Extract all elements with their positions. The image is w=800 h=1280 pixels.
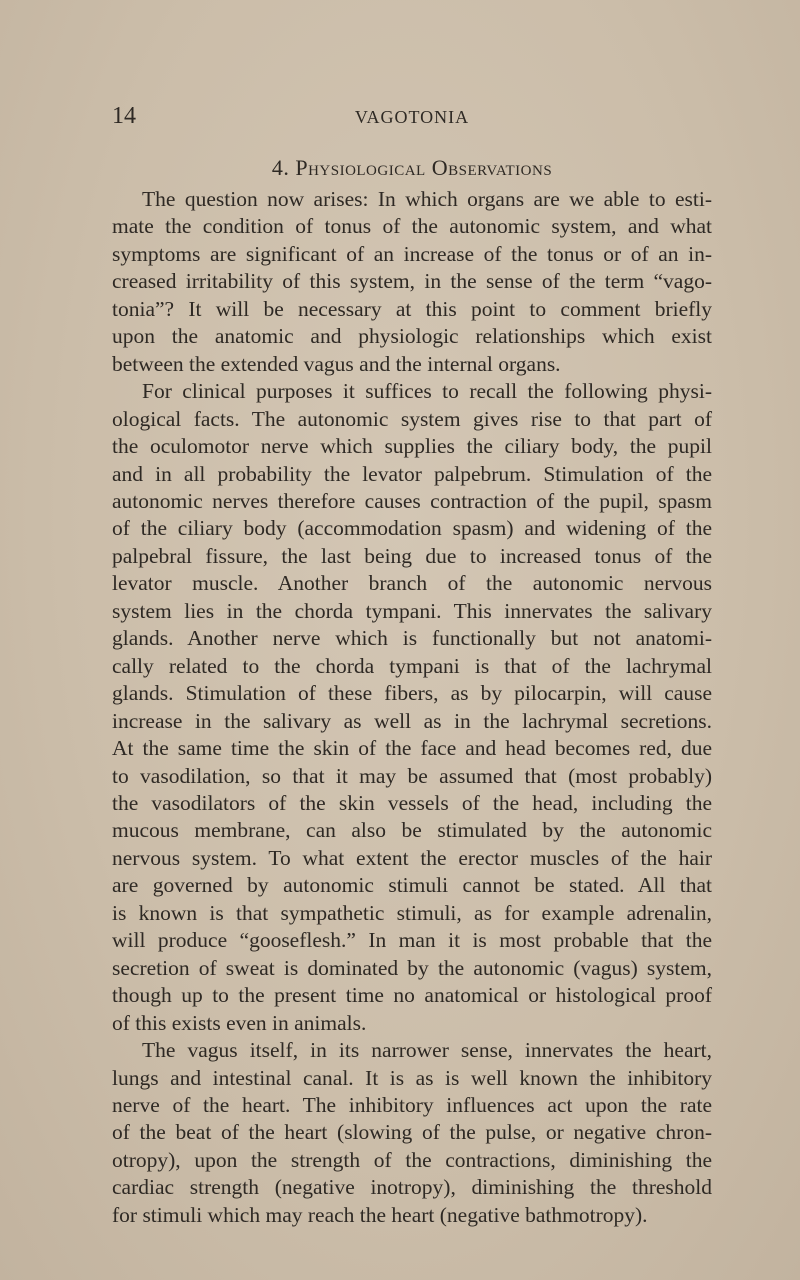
section-title: 4. Physiological Observations <box>271 155 553 180</box>
text-line: glands. Stimulation of these fibers, as by pilocarpin, will cause <box>112 681 712 706</box>
text-line: ological facts. The autonomic system gives rise to that part of <box>112 406 712 431</box>
text-line: lungs and intestinal canal. It is as is well known the inhibitory <box>112 1065 712 1090</box>
text-line: system lies in the chorda tympani. This innervates the salivary <box>112 598 712 623</box>
text-line: to vasodilation, so that it may be assumed that (most probably) <box>112 763 712 788</box>
text-line: symptoms are significant of an increase of the tonus or of an in- <box>112 241 712 266</box>
text-line: the oculomotor nerve which supplies the ciliary body, the pupil <box>112 434 712 459</box>
text-line: levator muscle. Another branch of the autonomic nervous <box>112 571 712 596</box>
paragraph <box>112 186 712 378</box>
text-line: mate the condition of tonus of the autonomic system, and what <box>112 214 712 239</box>
running-title: VAGOTONIA <box>354 107 470 127</box>
running-head <box>112 103 712 133</box>
text-line: mucous membrane, can also be stimulated by the autonomic <box>112 818 712 843</box>
text-line: otropy), upon the strength of the contractions, diminishing the <box>112 1147 712 1172</box>
text-line: nervous system. To what extent the erector muscles of the hair <box>112 845 712 870</box>
text-line: The question now arises: In which organs are we able to esti- <box>142 187 712 211</box>
text-line: nerve of the heart. The inhibitory influences act upon the rate <box>112 1092 712 1117</box>
text-line: will produce “gooseflesh.” In man it is most probable that the <box>112 928 712 953</box>
paragraph <box>112 378 712 1037</box>
text-line: are governed by autonomic stimuli cannot be stated. All that <box>112 873 712 898</box>
text-line: of this exists even in animals. <box>112 1010 367 1035</box>
text-line: creased irritability of this system, in the sense of the term “vago- <box>112 269 712 294</box>
text-line: upon the anatomic and physiologic relationships which exist <box>112 324 712 349</box>
text-line: cardiac strength (negative inotropy), diminishing the threshold <box>112 1175 712 1200</box>
paragraph <box>112 1037 712 1229</box>
text-line: For clinical purposes it suffices to recall the following physi- <box>142 379 712 404</box>
text-line: tonia”? It will be necessary at this point to comment briefly <box>112 296 712 321</box>
text-line: cally related to the chorda tympani is that of the lachrymal <box>112 653 712 678</box>
text-line: palpebral fissure, the last being due to increased tonus of the <box>112 543 712 568</box>
text-line: and in all probability the levator palpebrum. Stimulation of the <box>112 461 712 486</box>
text-line: between the extended vagus and the internal organs. <box>112 351 561 376</box>
text-line: increase in the salivary as well as in the lachrymal secretions. <box>112 708 712 733</box>
text-line: for stimuli which may reach the heart (negative bathmotropy). <box>112 1202 648 1227</box>
text-line: of the ciliary body (accommodation spasm) and widening of the <box>112 516 712 541</box>
text-line: of the beat of the heart (slowing of the pulse, or negative chron- <box>112 1120 712 1145</box>
text-line: The vagus itself, in its narrower sense, innervates the heart, <box>142 1038 712 1063</box>
text-line: secretion of sweat is dominated by the autonomic (vagus) system, <box>112 955 712 980</box>
text-line: At the same time the skin of the face and head becomes red, due <box>112 736 712 761</box>
text-line: is known is that sympathetic stimuli, as for example adrenalin, <box>112 900 712 925</box>
page-number: 14 <box>112 103 136 129</box>
text-line: autonomic nerves therefore causes contraction of the pupil, spasm <box>112 488 712 513</box>
text-line: the vasodilators of the skin vessels of the head, including the <box>112 790 712 815</box>
text-line: though up to the present time no anatomical or histological proof <box>112 983 712 1008</box>
text-line: glands. Another nerve which is functionally but not anatomi- <box>112 626 712 651</box>
body-text <box>112 186 712 1229</box>
